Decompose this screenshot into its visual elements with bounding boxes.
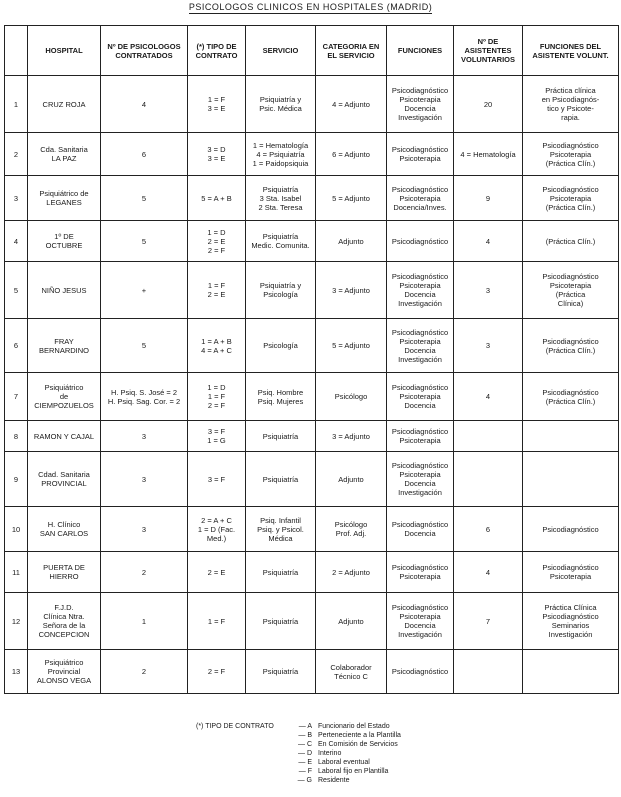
cell-servicio: Psiquiatría <box>246 452 316 507</box>
legend-item <box>196 731 401 740</box>
cell-servicio: Psiquiatría <box>246 593 316 650</box>
table-body <box>5 76 619 694</box>
cell-servicio: Psiquiatría <box>246 650 316 694</box>
legend-text: Funcionario del Estado <box>318 723 390 730</box>
cell-psicologos: 1 <box>101 593 188 650</box>
cell-asistentes: 7 <box>454 593 523 650</box>
cell-n: 11 <box>5 552 28 593</box>
cell-servicio: Psiq. Infantil Psiq. y Psicol. Médica <box>246 507 316 552</box>
table-row <box>5 507 619 552</box>
cell-n: 6 <box>5 319 28 373</box>
cell-servicio: Psicología <box>246 319 316 373</box>
cell-n: 4 <box>5 221 28 262</box>
cell-func-asist: Psicodiagnóstico Psicoterapia <box>523 552 619 593</box>
legend-spacer <box>196 758 274 767</box>
cell-n: 12 <box>5 593 28 650</box>
cell-func-asist <box>523 421 619 452</box>
legend-item <box>196 740 401 749</box>
legend-item <box>196 722 401 731</box>
cell-funciones: Psicodiagnóstico Docencia <box>387 507 454 552</box>
cell-n: 2 <box>5 133 28 176</box>
table-row <box>5 552 619 593</box>
cell-hospital: PUERTA DE HIERRO <box>28 552 101 593</box>
cell-func-asist: Psicodiagnóstico Psicoterapia (Práctica Clín.) <box>523 133 619 176</box>
legend-code: — F <box>298 768 312 775</box>
cell-asistentes: 4 <box>454 552 523 593</box>
cell-func-asist <box>523 650 619 694</box>
table-row <box>5 319 619 373</box>
cell-psicologos: H. Psiq. S. José = 2 H. Psiq. Sag. Cor. = 2 <box>101 373 188 421</box>
cell-asistentes: 3 <box>454 262 523 319</box>
cell-funciones: Psicodiagnóstico Psicoterapia <box>387 421 454 452</box>
table-row <box>5 176 619 221</box>
cell-hospital: F.J.D. Clínica Ntra. Señora de la CONCEPCION <box>28 593 101 650</box>
cell-categoria: Psicólogo <box>316 373 387 421</box>
cell-n: 3 <box>5 176 28 221</box>
table-row <box>5 221 619 262</box>
legend-spacer <box>196 740 274 749</box>
cell-funciones: Psicodiagnóstico <box>387 221 454 262</box>
cell-contrato: 2 = F <box>188 650 246 694</box>
legend-text: Laboral eventual <box>318 759 370 766</box>
cell-categoria: Adjunto <box>316 221 387 262</box>
cell-func-asist: Psicodiagnóstico (Práctica Clín.) <box>523 319 619 373</box>
table-row <box>5 593 619 650</box>
cell-servicio: Psiq. Hombre Psiq. Mujeres <box>246 373 316 421</box>
header-col-func-asist: FUNCIONES DEL ASISTENTE VOLUNT. <box>523 26 619 76</box>
cell-func-asist <box>523 452 619 507</box>
title-text: PSICOLOGOS CLINICOS EN HOSPITALES (MADRID) <box>188 2 433 12</box>
cell-psicologos: 5 <box>101 221 188 262</box>
cell-categoria: 6 = Adjunto <box>316 133 387 176</box>
cell-func-asist: (Práctica Clín.) <box>523 221 619 262</box>
table-row <box>5 262 619 319</box>
legend-item <box>196 767 401 776</box>
cell-asistentes: 3 <box>454 319 523 373</box>
cell-hospital: 1º DE OCTUBRE <box>28 221 101 262</box>
cell-n: 10 <box>5 507 28 552</box>
cell-psicologos: 4 <box>101 76 188 133</box>
cell-func-asist: Psicodiagnóstico Psicoterapia (Práctica Clín.) <box>523 176 619 221</box>
cell-servicio: Psiquiatría y Psic. Médica <box>246 76 316 133</box>
header-col-asistentes: Nº DE ASISTENTES VOLUNTARIOS <box>454 26 523 76</box>
legend-spacer <box>196 767 274 776</box>
cell-asistentes <box>454 650 523 694</box>
table-row <box>5 421 619 452</box>
cell-servicio: Psiquiatría <box>246 421 316 452</box>
cell-psicologos: + <box>101 262 188 319</box>
cell-func-asist: Práctica clínica en Psicodiagnós- tico y Psicote- rapia. <box>523 76 619 133</box>
cell-contrato: 2 = A + C 1 = D (Fac. Med.) <box>188 507 246 552</box>
cell-servicio: 1 = Hematología 4 = Psiquiatría 1 = Paidopsiquia <box>246 133 316 176</box>
legend-spacer <box>196 731 274 740</box>
cell-n: 9 <box>5 452 28 507</box>
legend-item <box>196 749 401 758</box>
cell-categoria: Colaborador Técnico C <box>316 650 387 694</box>
legend-text: Perteneciente a la Plantilla <box>318 732 401 739</box>
table-row <box>5 133 619 176</box>
psychologists-table <box>4 25 619 694</box>
legend-label: (*) TIPO DE CONTRATO <box>196 723 274 730</box>
header-col-psicologos: Nº DE PSICOLOGOS CONTRATADOS <box>101 26 188 76</box>
cell-contrato: 3 = F 1 = G <box>188 421 246 452</box>
cell-funciones: Psicodiagnóstico Psicoterapia <box>387 133 454 176</box>
cell-funciones: Psicodiagnóstico Psicoterapia Docencia/Inves. <box>387 176 454 221</box>
cell-psicologos: 3 <box>101 421 188 452</box>
table-row <box>5 373 619 421</box>
cell-funciones: Psicodiagnóstico Psicoterapia Docencia Investigación <box>387 593 454 650</box>
cell-contrato: 1 = F 3 = E <box>188 76 246 133</box>
cell-categoria: 3 = Adjunto <box>316 421 387 452</box>
header-col-contrato: (*) TIPO DE CONTRATO <box>188 26 246 76</box>
cell-categoria: 2 = Adjunto <box>316 552 387 593</box>
cell-funciones: Psicodiagnóstico Psicoterapia Docencia Investigación <box>387 262 454 319</box>
cell-contrato: 5 = A + B <box>188 176 246 221</box>
cell-hospital: Psiquiátrico de LEGANES <box>28 176 101 221</box>
cell-contrato: 3 = D 3 = E <box>188 133 246 176</box>
cell-psicologos: 5 <box>101 319 188 373</box>
cell-categoria: 4 = Adjunto <box>316 76 387 133</box>
cell-n: 7 <box>5 373 28 421</box>
header-col-categoria: CATEGORIA EN EL SERVICIO <box>316 26 387 76</box>
table-row <box>5 650 619 694</box>
cell-psicologos: 2 <box>101 650 188 694</box>
legend-code: — E <box>298 759 312 766</box>
cell-hospital: CRUZ ROJA <box>28 76 101 133</box>
header-col-number <box>5 26 28 76</box>
legend-text: Laboral fijo en Plantilla <box>318 768 389 775</box>
cell-contrato: 1 = F <box>188 593 246 650</box>
cell-funciones: Psicodiagnóstico Psicoterapia Docencia Investigación <box>387 319 454 373</box>
contract-type-legend <box>196 722 401 785</box>
cell-funciones: Psicodiagnóstico <box>387 650 454 694</box>
cell-n: 1 <box>5 76 28 133</box>
cell-func-asist: Psicodiagnóstico (Práctica Clín.) <box>523 373 619 421</box>
cell-n: 5 <box>5 262 28 319</box>
cell-n: 13 <box>5 650 28 694</box>
cell-asistentes: 6 <box>454 507 523 552</box>
cell-categoria: Adjunto <box>316 593 387 650</box>
legend-code: — B <box>298 732 312 739</box>
legend-item <box>196 776 401 785</box>
cell-hospital: NIÑO JESUS <box>28 262 101 319</box>
cell-asistentes: 9 <box>454 176 523 221</box>
cell-asistentes <box>454 421 523 452</box>
cell-contrato: 2 = E <box>188 552 246 593</box>
legend-text: Residente <box>318 777 350 784</box>
legend-code: — A <box>298 723 312 730</box>
cell-asistentes: 20 <box>454 76 523 133</box>
cell-categoria: Adjunto <box>316 452 387 507</box>
header-row <box>5 26 619 76</box>
table-row <box>5 452 619 507</box>
legend-code: — C <box>298 741 312 748</box>
cell-categoria: 5 = Adjunto <box>316 319 387 373</box>
cell-funciones: Psicodiagnóstico Psicoterapia Docencia <box>387 373 454 421</box>
header-col-hospital: HOSPITAL <box>28 26 101 76</box>
cell-contrato: 1 = D 1 = F 2 = F <box>188 373 246 421</box>
cell-contrato: 1 = A + B 4 = A + C <box>188 319 246 373</box>
cell-hospital: Psiquiátrico Provincial ALONSO VEGA <box>28 650 101 694</box>
cell-psicologos: 6 <box>101 133 188 176</box>
cell-asistentes <box>454 452 523 507</box>
cell-categoria: 5 = Adjunto <box>316 176 387 221</box>
cell-hospital: Cdad. Sanitaria PROVINCIAL <box>28 452 101 507</box>
cell-contrato: 1 = D 2 = E 2 = F <box>188 221 246 262</box>
cell-hospital: RAMON Y CAJAL <box>28 421 101 452</box>
header-col-funciones: FUNCIONES <box>387 26 454 76</box>
legend-code: — G <box>297 777 312 784</box>
cell-hospital: Cda. Sanitaria LA PAZ <box>28 133 101 176</box>
cell-psicologos: 3 <box>101 507 188 552</box>
legend-text: En Comisión de Servicios <box>318 741 398 748</box>
cell-n: 8 <box>5 421 28 452</box>
header-col-servicio: SERVICIO <box>246 26 316 76</box>
document-title <box>0 2 621 12</box>
cell-func-asist: Psicodiagnóstico Psicoterapia (Práctica Clínica) <box>523 262 619 319</box>
cell-contrato: 3 = F <box>188 452 246 507</box>
cell-hospital: FRAY BERNARDINO <box>28 319 101 373</box>
cell-servicio: Psiquiatría Medic. Comunita. <box>246 221 316 262</box>
legend-item <box>196 758 401 767</box>
legend-code: — D <box>298 750 312 757</box>
cell-asistentes: 4 <box>454 221 523 262</box>
legend-spacer <box>196 776 274 785</box>
cell-func-asist: Práctica Clínica Psicodiagnóstico Seminarios Investigación <box>523 593 619 650</box>
cell-servicio: Psiquiatría <box>246 552 316 593</box>
cell-psicologos: 2 <box>101 552 188 593</box>
legend-spacer <box>196 749 274 758</box>
cell-psicologos: 5 <box>101 176 188 221</box>
cell-psicologos: 3 <box>101 452 188 507</box>
cell-categoria: Psicólogo Prof. Adj. <box>316 507 387 552</box>
cell-asistentes: 4 = Hematología <box>454 133 523 176</box>
cell-servicio: Psiquiatría y Psicología <box>246 262 316 319</box>
cell-servicio: Psiquiatría 3 Sta. Isabel 2 Sta. Teresa <box>246 176 316 221</box>
cell-asistentes: 4 <box>454 373 523 421</box>
cell-func-asist: Psicodiagnóstico <box>523 507 619 552</box>
cell-funciones: Psicodiagnóstico Psicoterapia <box>387 552 454 593</box>
legend-text: Interino <box>318 750 342 757</box>
cell-funciones: Psicodiagnóstico Psicoterapia Docencia Investigación <box>387 76 454 133</box>
cell-hospital: Psiquiátrico de CIEMPOZUELOS <box>28 373 101 421</box>
cell-categoria: 3 = Adjunto <box>316 262 387 319</box>
table-row <box>5 76 619 133</box>
cell-funciones: Psicodiagnóstico Psicoterapia Docencia Investigación <box>387 452 454 507</box>
cell-hospital: H. Clínico SAN CARLOS <box>28 507 101 552</box>
cell-contrato: 1 = F 2 = E <box>188 262 246 319</box>
